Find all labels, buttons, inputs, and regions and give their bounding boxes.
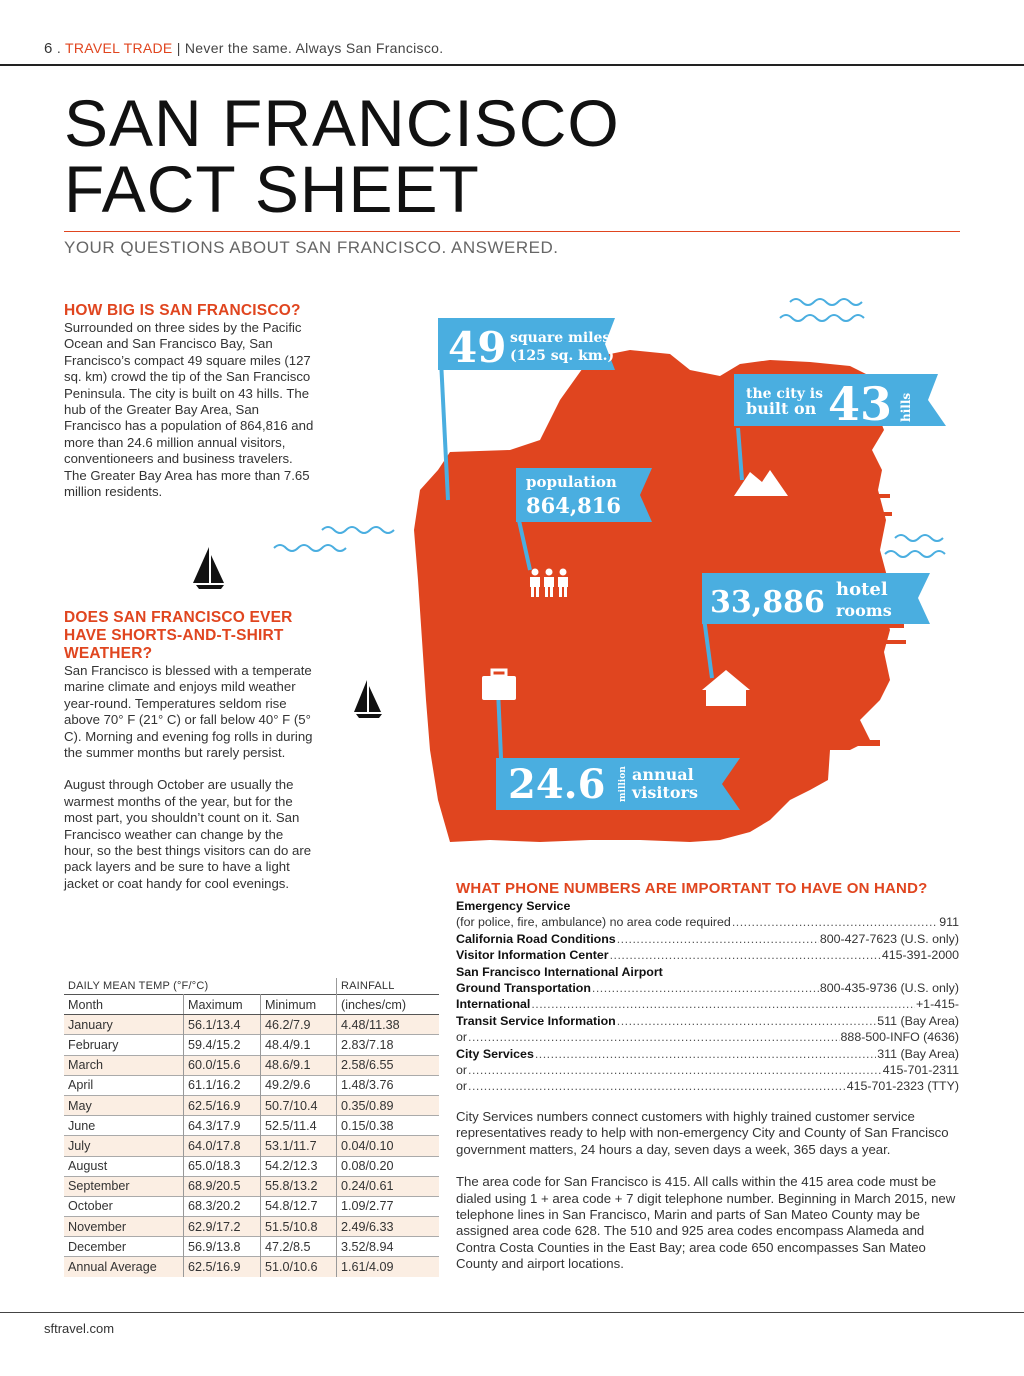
- hills-prefix-2: built on: [746, 399, 817, 418]
- weather-heading: DOES SAN FRANCISCO EVER HAVE SHORTS-AND-T-SHIRT WEATHER?: [64, 609, 293, 662]
- how-big-text: Surrounded on three sides by the Pacific Ocean and San Francisco Bay, San Francisco’s compact 49 square miles (127 sq. km) crowd the tip of the San Francisco Peninsula. The city is built on 43 hills. The hub of the Greater Bay Area, San Francisco has a population of 864,816 and more than 24.6 million annual visitors, conventioneers and business travelers. The Greater Bay Area has more than 7.65 million residents.: [64, 320, 314, 500]
- weather-section: [64, 609, 314, 892]
- phone-row: [456, 931, 959, 947]
- title-line-1: SAN FRANCISCO: [64, 86, 620, 160]
- cell-min: 48.4/9.1: [261, 1035, 337, 1055]
- phones-note-1: City Services numbers connect customers with highly trained customer service representatives ready to help with non-emergency City and County of San Francisco government matters, 24 hours a day, seven days a week, 365 days a year.: [456, 1108, 949, 1157]
- visitors-number: 24.6: [508, 761, 606, 808]
- cell-month: February: [64, 1035, 184, 1055]
- page-number: 6: [44, 40, 53, 57]
- cell-max: 68.9/20.5: [184, 1176, 261, 1196]
- hotel-label-1: hotel: [836, 579, 888, 600]
- emergency-label: (for police, fire, ambulance) no area code required: [456, 915, 731, 930]
- area-label-2: (125 sq. km.): [510, 348, 615, 364]
- or-label: or: [456, 1079, 468, 1094]
- cell-min: 51.0/10.6: [261, 1257, 337, 1277]
- cell-max: 60.0/15.6: [184, 1055, 261, 1075]
- ground-number: 800-435-9736 (U.S. only): [819, 981, 959, 996]
- header-rule: [0, 64, 1024, 66]
- cell-rain: 2.49/6.33: [341, 1219, 394, 1234]
- cell-max: 62.5/16.9: [184, 1095, 261, 1115]
- cell-min: 46.2/7.9: [261, 1015, 337, 1035]
- cell-rain: 1.48/3.76: [341, 1078, 394, 1093]
- phone-row: [456, 1029, 959, 1045]
- cell-month: June: [64, 1116, 184, 1136]
- cell-month: May: [64, 1095, 184, 1115]
- table-row: [64, 1055, 439, 1075]
- cell-min: 49.2/9.6: [261, 1075, 337, 1095]
- population-number: 864,816: [526, 493, 621, 518]
- table-row: [64, 1156, 439, 1176]
- cell-month: September: [64, 1176, 184, 1196]
- header-tagline: | Never the same. Always San Francisco.: [172, 40, 444, 56]
- cell-min: 47.2/8.5: [261, 1237, 337, 1257]
- cell-min: 48.6/9.1: [261, 1055, 337, 1075]
- table-row: [64, 1116, 439, 1136]
- table-column-headers: [64, 995, 439, 1015]
- cell-rain: 1.09/2.77: [341, 1199, 394, 1214]
- ground-label: Ground Transportation: [456, 981, 591, 996]
- cell-min: 50.7/10.4: [261, 1095, 337, 1115]
- temperature-table: [64, 978, 439, 1277]
- weather-para-2: August through October are usually the warmest months of the year, but for the most part, you shouldn’t count on it. San Francisco weather can change by the hour, so the best things visitors can do are pack layers and be sure to have a light jacket or coat handy for cool evenings.: [64, 777, 312, 891]
- table-row: [64, 1196, 439, 1216]
- table-row: [64, 1095, 439, 1115]
- section-name: TRAVEL TRADE: [64, 40, 173, 56]
- phones-note-2: The area code for San Francisco is 415. All calls within the 415 area code must be dialed using 1 + area code + 7 digit telephone number. Beginning in March 2015, new telephone lines in San Francisco, Marin and parts of San Mateo County may be assigned area code 628. The 510 and 925 area codes encompass Alameda and Contra Costa Counties in the East Bay; area code 650 encompasses San Mateo County and airport locations.: [456, 1174, 956, 1272]
- transit-alt-number: 888-500-INFO (4636): [840, 1030, 959, 1045]
- international-label: International: [456, 997, 531, 1012]
- cell-max: 56.1/13.4: [184, 1015, 261, 1035]
- temp-head: DAILY MEAN TEMP (°F/°C): [64, 978, 337, 995]
- cell-rain: 1.61/4.09: [341, 1260, 394, 1275]
- weather-para-1: San Francisco is blessed with a temperate marine climate and enjoys mild weather year-round. Temperatures seldom rise above 70° F (21° C) or fall below 40° F (5° C). Morning and evening fog rolls in during the summer months but rarely persist.: [64, 663, 313, 761]
- population-label: population: [526, 473, 617, 491]
- emergency-heading: Emergency Service: [456, 899, 571, 913]
- table-row: [64, 1015, 439, 1035]
- hills-number: 43: [828, 377, 893, 431]
- hills-prefix-1: the city is: [746, 386, 823, 402]
- cell-month: April: [64, 1075, 184, 1095]
- cell-min: 51.5/10.8: [261, 1217, 337, 1237]
- cell-max: 64.3/17.9: [184, 1116, 261, 1136]
- table-row: [64, 1217, 439, 1237]
- international-number: +1-415-: [915, 997, 959, 1012]
- cell-month: July: [64, 1136, 184, 1156]
- table-header-top: [64, 978, 439, 995]
- city-alt-number-2: 415-701-2323 (TTY): [846, 1079, 959, 1094]
- phone-row: [456, 914, 959, 930]
- area-number: 49: [448, 323, 507, 372]
- cell-max: 61.1/16.2: [184, 1075, 261, 1095]
- phones-list: [456, 898, 959, 1273]
- phone-row: [456, 980, 959, 996]
- cell-rain: 4.48/11.38: [341, 1017, 400, 1032]
- or-label: or: [456, 1063, 468, 1078]
- sf-map-infographic: [390, 280, 980, 850]
- waves-icon-left: [272, 520, 402, 560]
- hotel-label-2: rooms: [836, 601, 892, 620]
- running-header: [44, 40, 443, 57]
- cell-max: 65.0/18.3: [184, 1156, 261, 1176]
- cell-month: November: [64, 1217, 184, 1237]
- cell-rain: 0.35/0.89: [341, 1098, 394, 1113]
- footer-url[interactable]: sftravel.com: [44, 1321, 115, 1336]
- table-row: [64, 1136, 439, 1156]
- phone-row: [456, 947, 959, 963]
- cell-rain: 3.52/8.94: [341, 1239, 394, 1254]
- sailboat-icon: [190, 545, 230, 593]
- transit-number: 511 (Bay Area): [877, 1013, 959, 1028]
- page-title: [64, 86, 620, 226]
- cell-month: March: [64, 1055, 184, 1075]
- phones-heading: WHAT PHONE NUMBERS ARE IMPORTANT TO HAVE ON HAND?: [456, 880, 928, 897]
- cell-max: 59.4/15.2: [184, 1035, 261, 1055]
- col-month: Month: [64, 995, 184, 1015]
- cell-month: December: [64, 1237, 184, 1257]
- phone-row: [456, 1078, 959, 1094]
- page-subtitle: YOUR QUESTIONS ABOUT SAN FRANCISCO. ANSWERED.: [64, 238, 559, 257]
- phone-row: [456, 1046, 959, 1062]
- emergency-number: 911: [939, 915, 959, 930]
- visitors-label-1: annual: [632, 765, 694, 784]
- cell-min: 52.5/11.4: [261, 1116, 337, 1136]
- how-big-section: [64, 302, 314, 500]
- phone-row: [456, 996, 959, 1012]
- hills-word: hills: [899, 392, 913, 422]
- visitor-center-number: 415-391-2000: [881, 948, 959, 963]
- how-big-heading: HOW BIG IS SAN FRANCISCO?: [64, 302, 301, 319]
- area-label-1: square miles: [510, 330, 611, 346]
- title-rule: [64, 231, 960, 232]
- cell-min: 55.8/13.2: [261, 1176, 337, 1196]
- cell-max: 68.3/20.2: [184, 1196, 261, 1216]
- cell-min: 54.2/12.3: [261, 1156, 337, 1176]
- cell-min: 54.8/12.7: [261, 1196, 337, 1216]
- cell-month: January: [64, 1015, 184, 1035]
- table-row: [64, 1237, 439, 1257]
- sailboat-icon-2: [352, 678, 386, 720]
- road-number: 800-427-7623 (U.S. only): [819, 931, 959, 946]
- cell-rain: 0.08/0.20: [341, 1159, 394, 1174]
- airport-heading: San Francisco International Airport: [456, 964, 663, 979]
- title-line-2: FACT SHEET: [64, 152, 480, 226]
- or-label: or: [456, 1030, 468, 1045]
- cell-max: 62.5/16.9: [184, 1257, 261, 1277]
- cell-rain: 0.24/0.61: [341, 1179, 394, 1194]
- phone-row: [456, 1013, 959, 1029]
- cell-min: 53.1/11.7: [261, 1136, 337, 1156]
- road-label: California Road Conditions: [456, 931, 616, 946]
- visitors-unit: million: [618, 766, 628, 802]
- col-min: Minimum: [261, 995, 337, 1015]
- col-rain: (inches/cm): [337, 995, 440, 1015]
- city-services-label: City Services: [456, 1046, 534, 1061]
- cell-rain: 2.58/6.55: [341, 1058, 394, 1073]
- transit-label: Transit Service Information: [456, 1013, 616, 1028]
- cell-month: Annual Average: [64, 1257, 184, 1277]
- city-alt-number-1: 415-701-2311: [882, 1063, 959, 1078]
- cell-max: 62.9/17.2: [184, 1217, 261, 1237]
- cell-rain: 2.83/7.18: [341, 1037, 394, 1052]
- table-row: [64, 1257, 439, 1277]
- cell-rain: 0.04/0.10: [341, 1138, 394, 1153]
- cell-max: 56.9/13.8: [184, 1237, 261, 1257]
- table-row: [64, 1176, 439, 1196]
- visitor-center-label: Visitor Information Center: [456, 948, 609, 963]
- cell-month: August: [64, 1156, 184, 1176]
- city-services-number: 311 (Bay Area): [877, 1046, 959, 1061]
- table-row: [64, 1035, 439, 1055]
- hotel-number: 33,886: [710, 585, 825, 620]
- visitors-label-2: visitors: [632, 783, 698, 802]
- table-row: [64, 1075, 439, 1095]
- cell-max: 64.0/17.8: [184, 1136, 261, 1156]
- phone-row: [456, 1062, 959, 1078]
- rainfall-head: RAINFALL: [341, 980, 395, 992]
- col-max: Maximum: [184, 995, 261, 1015]
- cell-rain: 0.15/0.38: [341, 1118, 394, 1133]
- footer-rule: [0, 1312, 1024, 1313]
- cell-month: October: [64, 1196, 184, 1216]
- header-separator: .: [52, 40, 65, 56]
